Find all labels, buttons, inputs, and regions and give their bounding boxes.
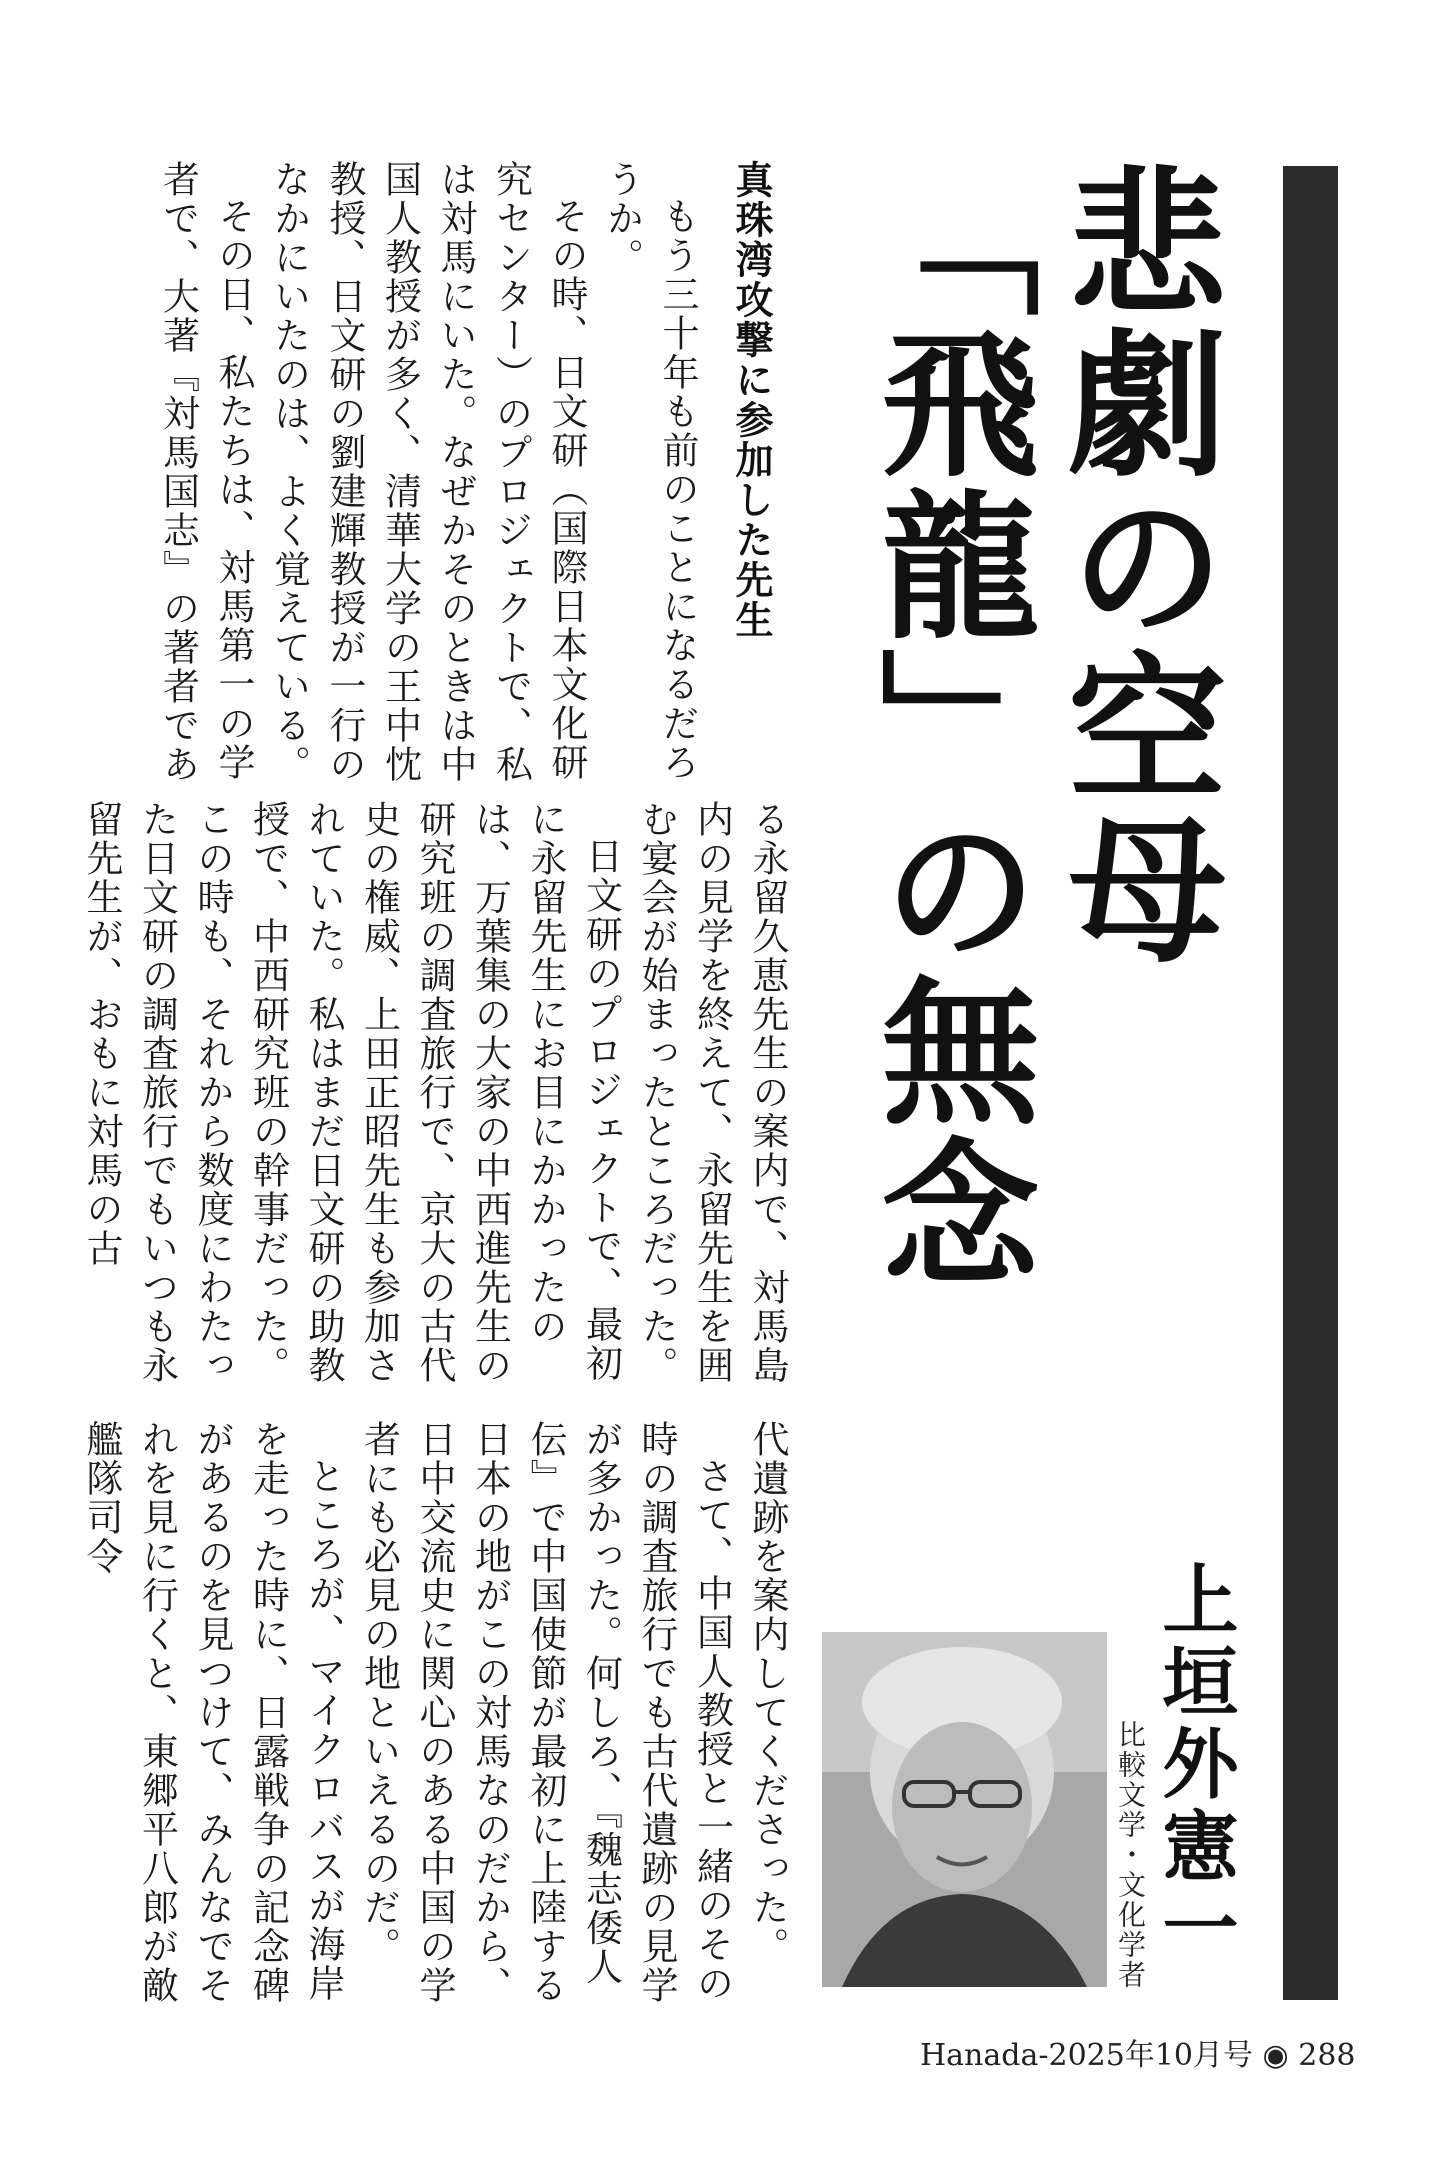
title-accent-bar — [1283, 166, 1338, 2000]
body-column-top — [145, 160, 705, 785]
paragraph: ところが、マイクロバスが海岸を走った時に、日露戦争の記念碑があるのを見つけて、みんなでそれを見に行くと、東郷平八郎が敵艦隊司令 — [80, 1420, 345, 2005]
portrait-icon — [822, 1632, 1107, 1987]
headline-line-2: 「飛龍」の無念 — [855, 160, 1040, 1294]
headline-line-1: 悲劇の空母 — [1042, 160, 1227, 970]
paragraph: 日文研のプロジェクトで、最初に永留先生にお目にかかったのは、万葉集の大家の中西進先生の研究班の調査旅行で、京大の古代史の権威、上田正昭先生も参加されていた。私はまだ日文研の助教授で、中西研究班の幹事だった。この時も、それから数度にわたった日文研の調査旅行でもいつも永留先生が、おもに対馬の古 — [80, 800, 623, 1385]
paragraph: 代遺跡を案内してくださった。 — [746, 1420, 789, 1966]
section-subtitle: 真珠湾攻撃に参加した先生 — [729, 160, 774, 640]
paragraph: その時、日文研（国際日本文化研究センター）のプロジェクトで、私は対馬にいた。なぜかそのときは中国人教授が多く、清華大学の王中忱教授、日文研の劉建輝教授が一行のなかにいたのは、よく覚えている。 — [267, 160, 588, 784]
paragraph: その日、私たちは、対馬第一の学者で、大著『対馬国志』の著者であ — [156, 160, 255, 784]
paragraph: もう三十年も前のことになるだろうか。 — [600, 160, 699, 782]
paragraph: さて、中国人教授と一緒のその時の調査旅行でも古代遺跡の見学が多かった。何しろ、『魏志倭人伝』で中国使節が最初に上陸する日本の地がこの対馬なのだから、日中交流史に関心のある中国の学者にも必見の地といえるのだ。 — [357, 1420, 734, 2005]
author-name: 上垣外憲一 — [1150, 1560, 1239, 1970]
page-footer: Hanada-2025年10月号 ◉ 288 — [920, 2038, 1356, 2073]
author-role: 比較文学・文化学者 — [1114, 1720, 1147, 1990]
paragraph: る永留久恵先生の案内で、対馬島内の見学を終えて、永留先生を囲む宴会が始まったところだった。 — [635, 800, 789, 1385]
body-column-middle — [80, 800, 795, 1400]
author-portrait-photo — [822, 1632, 1107, 1987]
body-column-bottom — [80, 1420, 795, 2020]
